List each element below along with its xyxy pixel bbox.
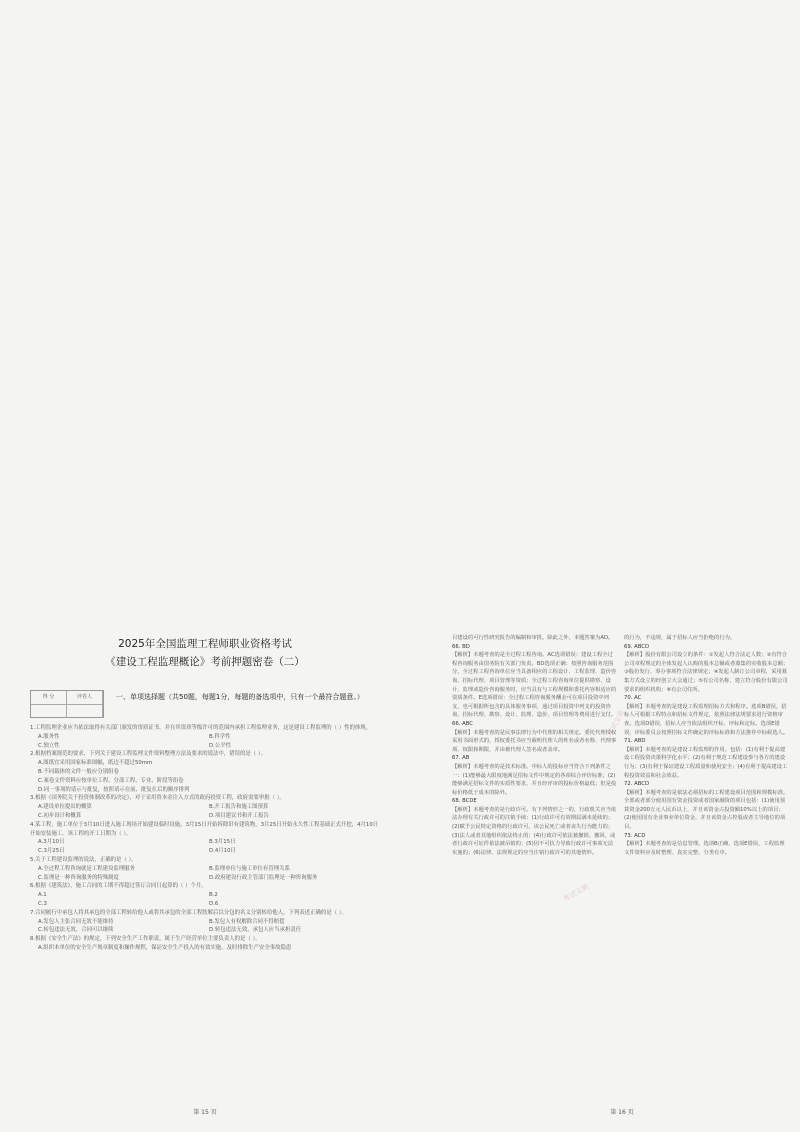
- answer-explanation: 【解析】股份有限公司设立的条件：①发起人符合法定人数；②有符合公司章程规定的全体发起人认购的股本总额或者募集的实收股本总额；③股份发行、筹办事项符合法律规定；④发起人制订公司章程，采用募集方式设立的经创立大会通过；⑤有公司名称，建立符合股份有限公司要求的组织机构；⑥有公司住所。: [624, 652, 789, 693]
- option: C.初步设计和概算: [38, 812, 82, 819]
- question-stem: 6.根据《建筑法》，施工合同的工期不得超过签订合同日起算的（ ）个月。: [30, 883, 207, 890]
- answer-explanation: 【解析】本题考查的是依法必须招标的工程建设项目范围和规模标准。全部或者部分使用国有资金投资或者国家融资的项目包括：(1)使用预算资金200万元人民币以上，并且该资金占投资额10%以上的项目；(2)使用国有企业事业单位资金，并且该资金占控股或者主导地位的项目。: [624, 789, 789, 831]
- option: C.监理是一种咨询服务的特殊制度: [38, 874, 119, 881]
- option: B.开工报告和施工图预算: [209, 804, 269, 811]
- answer-number: 68. BCDE: [452, 798, 477, 805]
- option: A.服务性: [38, 733, 60, 740]
- answer-column-1: [452, 634, 617, 857]
- option: A.建设单位提出的概算: [38, 804, 92, 811]
- watermark: 考试宝典: [605, 708, 627, 738]
- question-stem: 4.某工程，施工单位于3月10日进入施工现场开始建设临时设施，3月15日开始拆除旧有建筑物，3月25日开始永久性工程基础正式开挖，4月10日开始安装施工。该工程的开工日期为（ ）。: [30, 821, 379, 837]
- right-page: [452, 628, 792, 1116]
- answer-explanation: 【解析】本题考查的是建设工程监理招标方式和程序。选项B错误，招标人可根据工程特点和招标文件规定，依照法律法规要求进行资格审查。选项D错误，招标人应当依法组织开标、评标和定标。选项E错误，评标委员会按照招标文件确定的评标标准和方法推荐中标候选人。: [624, 703, 789, 736]
- answer-explanation: 【解析】本题考查的是建设工程监理的作用。包括：(1)有利于提高建设工程投资决策科学化水平；(2)有利于规范工程建设参与各方的建设行为；(3)有利于保证建设工程质量和使用安全；(4)有利于提高建设工程投资效益和社会效益。: [624, 746, 788, 779]
- option: D.转包违法无效，承包人应当承担责任: [209, 927, 302, 934]
- option: D.项目建议书和开工报告: [209, 812, 269, 819]
- option: B.科学性: [209, 733, 231, 740]
- answer-number: 72. ABCD: [624, 781, 650, 788]
- option: B.3月15日: [209, 839, 236, 846]
- answer-explanation: 【解析】本题考查的是行政许可。有下列情形之一的，行政机关应当依法办理有关行政许可的注销手续：(1)行政许可有效期届满未延续的；(2)赋予公民特定资格的行政许可，该公民死亡或者丧失行为能力的；(3)法人或者其他组织依法终止的；(4)行政许可依法被撤销、撤回，或者行政许可证件依法被吊销的；(5)因不可抗力导致行政许可事项无法实施的；(6)法律、法规规定的应当注销行政许可的其他情形。: [452, 806, 617, 856]
- option: A.3月10日: [38, 839, 65, 846]
- option: A.全过程工程咨询就是工程建设监理服务: [38, 865, 135, 872]
- option: D.同一事项的请示与批复，按照请示在前、批复在后的顺序排列: [38, 786, 190, 793]
- option: D.6: [209, 900, 219, 907]
- option: D.政府建设行政主管部门监理是一种咨询服务: [209, 874, 318, 881]
- watermark: 考试宝典: [561, 882, 591, 904]
- question-stem: 2.根据档案规范的要求，下列关于建设工程监理文件资料整理方法及要求的说法中，错误的是（ ）。: [30, 751, 266, 758]
- answer-explanation: 【解析】本题考查的是信息管理。选项B正确，选项E错误，工程监理文件资料应及时整理、真实完整、分类有序。: [624, 841, 785, 856]
- option: B.发包人有权解除合同不得赔偿: [209, 918, 285, 925]
- answer-line: 目建设的可行性研究报告的编制和审批。除此之外，本题答案为AD。: [452, 635, 614, 641]
- option: A.图纸宜采用国家标准图幅，纸边不超过50mm: [38, 760, 153, 767]
- option: C.案卷文件资料应按单位工程、分部工程、专业、阶段等组卷: [38, 777, 184, 784]
- question-stem: 1.工程监理企业应当依法取得有关部门颁发的资质证书，并在其资质等级许可的范围内承担工程监理业务，这是建设工程监理的（ ）性的体现。: [30, 725, 372, 731]
- score-table: [30, 690, 104, 718]
- answer-column-2: [624, 634, 789, 857]
- option: D.4月10日: [209, 848, 236, 855]
- option: D.公平性: [209, 742, 232, 749]
- answer-number: 67. AB: [452, 755, 470, 762]
- left-page: [30, 628, 380, 1116]
- option: B.2: [209, 892, 218, 899]
- question-stem: 8.根据《安全生产法》的规定，下列安全生产工作职责，属于生产经营单位主要负责人的是（ ）。: [30, 936, 261, 943]
- option: A.组织本单位的安全生产规章制度和操作规程，保证安全生产投入的有效实施，及时排除生产安全事故隐患: [38, 944, 292, 951]
- question-list: [30, 724, 380, 953]
- option: C.转包违法无效，合同可以继续: [38, 927, 114, 934]
- section-heading: 一、单项选择题（共50题，每题1分，每题的备选项中，只有一个最符合题意。）: [116, 693, 364, 701]
- answer-number: 69. ABCD: [624, 643, 650, 650]
- option: A.1: [38, 892, 47, 899]
- answer-number: 70. AC: [624, 695, 642, 702]
- exam-title-line1: 2025年全国监理工程师职业资格考试: [118, 638, 292, 650]
- question-stem: 3.根据《国务院关于投资体制改革的决定》，对于采用资本金注入方式的政府投资工程，政府需要审批（ ）。: [30, 795, 285, 802]
- answer-line: 的行为，不违规，属于招标人应当拒绝的行为。: [624, 635, 736, 641]
- page-number: 第 16 页: [610, 1109, 634, 1116]
- answer-number: 73. ACD: [624, 832, 646, 839]
- page-number: 第 15 页: [193, 1109, 217, 1116]
- option: B.不同载体的文件一般应分别组卷: [38, 768, 119, 775]
- answer-explanation: 【解析】本题考查的是全过程工程咨询。AC选项错误：建设工程全过程咨询服务由国务院有关部门负责。BD选项正确：按照咨询服务范围分，全过程工程咨询单位应当具备相应的工程设计、工程监理、造价咨询、招标代理、项目管理等资质；全过程工程咨询单位提供勘察、设计、监理或造价咨询服务时，应当具有与工程规模和委托内容相适应的资质条件。E选项错误：全过程工程咨询服务酬金可在项目投资中列支，也可根据所包含的具体服务事项，通过项目投资中列支的投资咨询、招标代理、勘察、设计、监理、造价、项目管理等费用进行支付。: [452, 652, 617, 719]
- answer-number: 71. ABD: [624, 738, 646, 745]
- answer-explanation: 【解析】本题考查的是民事法律行为中代理的相关规定。委托代理授权采用书面形式的，授权委托书应当载明代理人的姓名或者名称、代理事项、权限和期限，并由被代理人签名或者盖章。: [452, 729, 617, 753]
- answer-number: 66. BD: [452, 643, 470, 650]
- score-col2: 评卷人: [67, 691, 103, 704]
- question-stem: 5.关于工程建设监理的说法，正确的是（ ）。: [30, 856, 137, 863]
- option: C.3: [38, 900, 47, 907]
- exam-title-line2: 《建设工程监理概论》考前押题密卷（二）: [105, 656, 305, 668]
- answer-number: 66. ABC: [452, 720, 473, 727]
- option: C.3月25日: [38, 848, 65, 855]
- score-col1: 得 分: [31, 691, 67, 704]
- option: C.独立性: [38, 742, 60, 749]
- answer-explanation: 【解析】本题考查的是技术标准。中标人的投标应当符合下列条件之一：(1)能够最大限度地满足招标文件中规定的各项综合评价标准；(2)能够满足招标文件的实质性要求，并且经评审的投标价格最低；但是投标价格低于成本的除外。: [452, 763, 617, 796]
- option: A.发包人主张合同无效不能维持: [38, 918, 114, 925]
- question-stem: 7.合同履行中承包人将其承包的全部工程转给他人或将其承包的全部工程肢解后以分包的名义分别转给他人，下列表述正确的是（ ）。: [30, 909, 347, 916]
- option: B.监理单位与施工单位有管理关系: [209, 865, 290, 872]
